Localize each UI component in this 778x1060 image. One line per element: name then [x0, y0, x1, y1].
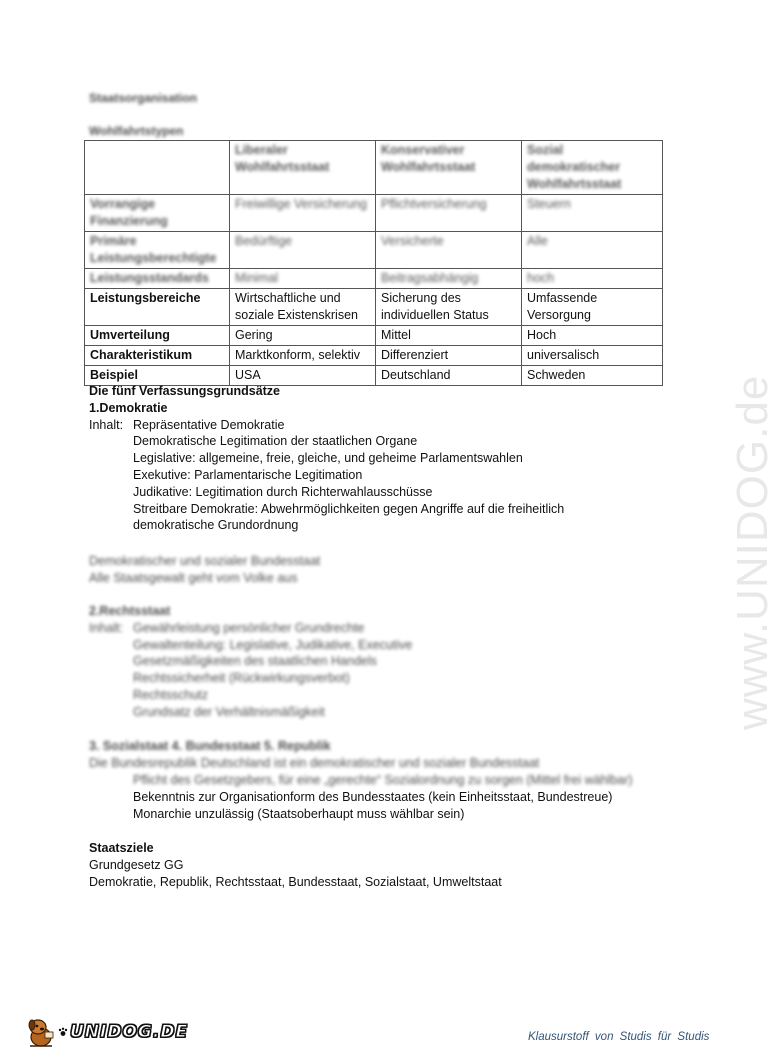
list-item: Streitbare Demokratie: Abwehrmöglichkeiten gegen Angriffe auf die freiheitlich [133, 501, 565, 516]
list-item: Gewährleistung persönlicher Grundrechte [133, 620, 365, 635]
table-cell: universalisch [522, 346, 663, 366]
table-row-label: Beispiel [85, 366, 230, 386]
table-cell: Sicherung des individuellen Status [376, 289, 522, 326]
table-cell: Versicherte [381, 234, 444, 248]
table-cell: Gering [230, 326, 376, 346]
list-item: Rechtssicherheit (Rückwirkungsverbot) [133, 671, 350, 686]
doc-subtitle: Wohlfahrtstypen [89, 124, 184, 138]
list-item: Exekutive: Parlamentarische Legitimation [133, 467, 363, 482]
list-item: Demokratie, Republik, Rechtsstaat, Bundesstaat, Sozialstaat, Umweltstaat [89, 874, 502, 889]
section-subtitle: 1.Demokratie [89, 400, 168, 415]
table-cell: USA [230, 366, 376, 386]
table-row-label: Leistungsstandards [90, 271, 209, 285]
blurred-block-1 [89, 553, 320, 587]
list-item: Bekenntnis zur Organisationform des Bundesstaates (kein Einheitsstaat, Bundestreue) [133, 790, 613, 804]
table-cell: Differenziert [376, 346, 522, 366]
list-item: Gewaltenteilung: Legislative, Judikative, Executive [133, 637, 413, 652]
table-row-label: Vorrangige Finanzierung [90, 197, 168, 228]
footer-logo [24, 1015, 188, 1049]
table-cell: Umfassende Versorgung [522, 289, 663, 326]
logo-text: UNIDOG.DE [70, 1022, 189, 1042]
table-row-label: Charakteristikum [85, 346, 230, 366]
list-item: Repräsentative Demokratie [133, 417, 285, 432]
table-header-cell: Sozial demokratischer Wohlfahrtsstaat [527, 143, 622, 191]
welfare-types-table [84, 140, 663, 386]
list-item: Grundgesetz GG [89, 857, 184, 872]
section-subtitle: 2.Rechtsstaat [89, 604, 171, 618]
table-row [85, 289, 663, 326]
table-cell: Beitragsabhängig [381, 271, 479, 285]
table-row [85, 326, 663, 346]
table-cell: Schweden [522, 366, 663, 386]
table-cell: Steuern [527, 197, 571, 211]
table-cell: Marktkonform, selektiv [230, 346, 376, 366]
table-row [85, 195, 663, 232]
doc-title: Staatsorganisation [89, 91, 198, 105]
section-bundesstaat [89, 789, 612, 823]
table-cell: Mittel [376, 326, 522, 346]
table-row [85, 346, 663, 366]
section-demokratie [89, 383, 564, 534]
list-item: Demokratische Legitimation der staatlichen Organe [133, 434, 418, 449]
table-cell: Wirtschaftliche und soziale Existenskrisen [230, 289, 376, 326]
table-row-label: Leistungsbereiche [85, 289, 230, 326]
table-row [85, 269, 663, 289]
dog-mascot-icon [24, 1015, 58, 1049]
blurred-line: Alle Staatsgewalt geht vom Volke aus [89, 570, 298, 585]
table-row-label: Primäre Leistungsberechtigte [90, 234, 217, 265]
list-item: Gesetzmäßigkeiten des staatlichen Handels [133, 654, 377, 669]
blurred-block-rechtsstaat [89, 603, 412, 721]
paw-icon [58, 1027, 68, 1037]
table-header-cell: Liberaler Wohlfahrtsstaat [235, 143, 330, 174]
table-cell: Deutschland [376, 366, 522, 386]
section-staatsziele [89, 840, 502, 890]
table-cell: Pflichtversicherung [381, 197, 487, 211]
inhalt-row [89, 417, 564, 434]
blurred-block-sozialstaat [89, 738, 633, 788]
table-cell: Freiwillige Versicherung [235, 197, 368, 211]
inhalt-label: Inhalt: [89, 620, 124, 635]
table-cell: hoch [527, 271, 555, 285]
watermark-text: www.UNIDOG.de [728, 374, 777, 730]
blurred-line: Demokratischer und sozialer Bundesstaat [89, 554, 321, 568]
table-header-row [85, 141, 663, 195]
watermark [688, 280, 777, 730]
list-item: Grundsatz der Verhältnismäßigkeit [133, 704, 325, 719]
table-cell: Alle [527, 234, 548, 248]
table-cell: Minimal [235, 271, 279, 285]
table-cell: Bedürftige [235, 234, 292, 248]
inhalt-row [89, 620, 412, 637]
footer-claim: Klausurstoff von Studis für Studis [528, 1031, 710, 1043]
section-subtitle: 3. Sozialstaat 4. Bundesstaat 5. Republik [89, 739, 331, 753]
list-item: Monarchie unzulässig (Staatsoberhaupt muss wählbar sein) [133, 806, 465, 821]
inhalt-label: Inhalt: [89, 417, 124, 432]
table-row-label: Umverteilung [85, 326, 230, 346]
section-title: Staatsziele [89, 841, 154, 855]
table-cell: Hoch [522, 326, 663, 346]
table-row [85, 232, 663, 269]
blurred-line: Pflicht des Gesetzgebers, für eine „gerechte“ Sozialordnung zu sorgen (Mittel frei wählbar) [133, 772, 633, 787]
list-item: Rechtsschutz [133, 687, 209, 702]
blurred-line: Die Bundesrepublik Deutschland ist ein demokratischer und sozialer Bundesstaat [89, 755, 540, 770]
table-header-cell: Konservativer Wohlfahrtsstaat [381, 143, 476, 174]
list-item: demokratische Grundordnung [133, 518, 299, 533]
list-item: Legislative: allgemeine, freie, gleiche, und geheime Parlamentswahlen [133, 451, 523, 466]
list-item: Judikative: Legitimation durch Richterwahlausschüsse [133, 484, 433, 499]
section-title: Die fünf Verfassungsgrundsätze [89, 384, 281, 398]
